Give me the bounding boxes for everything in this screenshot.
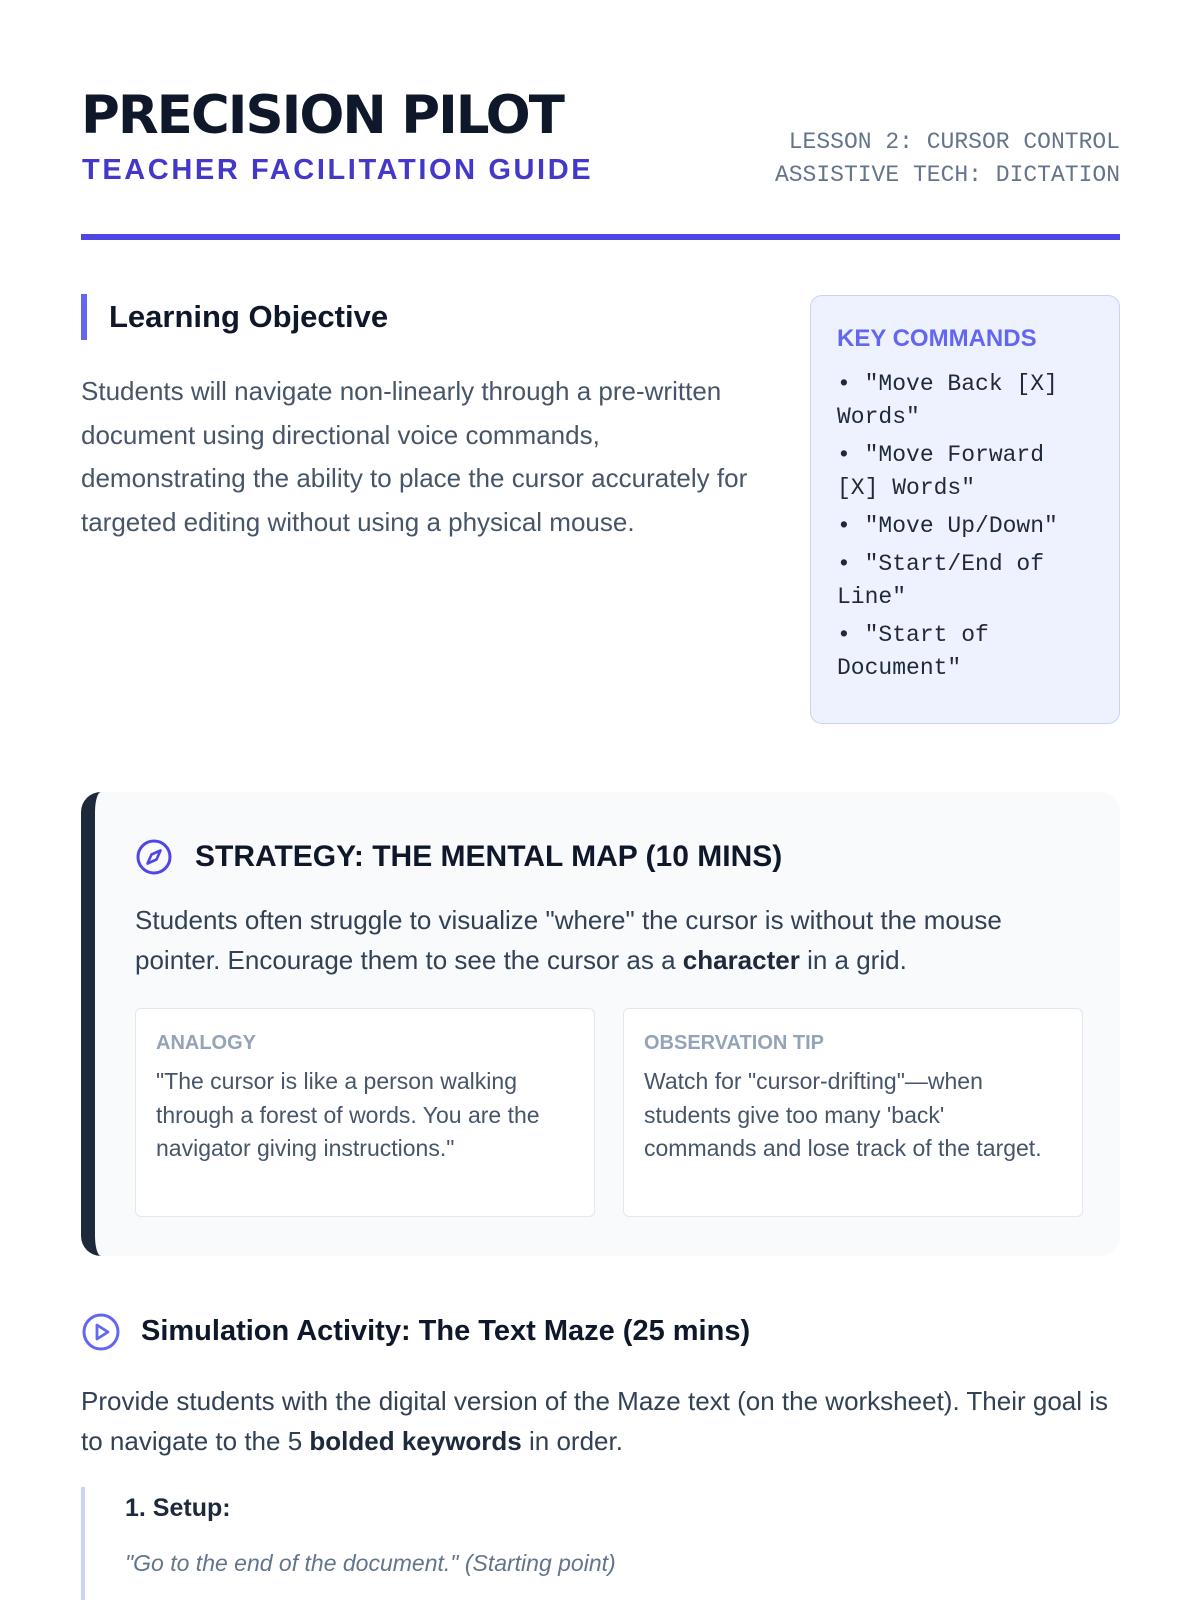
analogy-text: "The cursor is like a person walking through a forest of words. You are the navigator giving instructions." (156, 1068, 540, 1161)
learning-objective-section (81, 294, 751, 544)
analogy-card (135, 1008, 595, 1217)
simulation-title: Simulation Activity: The Text Maze (25 mins) (141, 1315, 751, 1347)
key-command-item: • "Start of Document" (837, 622, 989, 681)
assistive-tech-label: ASSISTIVE TECH: DICTATION (774, 162, 1120, 188)
strategy-text-end: in a grid. (799, 945, 907, 975)
strategy-card (81, 792, 1120, 1256)
key-commands-list (837, 368, 1093, 685)
guide-page (81, 0, 1120, 1600)
learning-objective-text: Students will navigate non-linearly through a pre-written document using directional voice commands, demonstrating the ability to place the cursor accurately for targeted editing without using a physical mouse. (81, 376, 748, 537)
step-quote: "Go to the end of the document." (Starting point) (125, 1550, 616, 1576)
simulation-text-emphasis: bolded keywords (309, 1426, 522, 1456)
key-command-item: • "Move Forward [X] Words" (837, 442, 1045, 501)
strategy-text-emphasis: character (682, 945, 800, 975)
key-command-item: • "Move Up/Down" (837, 513, 1058, 539)
strategy-description (135, 900, 1075, 980)
lesson-meta (775, 126, 1120, 192)
key-commands-title: KEY COMMANDS (837, 325, 1037, 352)
analogy-label: ANALOGY (156, 1032, 256, 1054)
simulation-text-end: in order. (521, 1426, 623, 1456)
compass-icon (135, 838, 173, 876)
key-commands-box (810, 295, 1120, 724)
learning-objective-heading (81, 294, 751, 340)
page-header (81, 86, 1120, 242)
page-subtitle: TEACHER FACILITATION GUIDE (82, 154, 594, 186)
observation-tip-label: OBSERVATION TIP (644, 1032, 825, 1054)
key-command-item: • "Start/End of Line" (837, 551, 1045, 610)
observation-tip-text: Watch for "cursor-drifting"—when students give too many 'back' commands and lose track of the target. (644, 1068, 1042, 1161)
simulation-steps (81, 1487, 1120, 1600)
simulation-description (81, 1381, 1120, 1461)
learning-objective-title: Learning Objective (109, 299, 389, 334)
strategy-text-start: Students often struggle to visualize "where" the cursor is without the mouse pointer. Encourage them to see the cursor as a (135, 905, 1002, 975)
step-title: 1. Setup: (125, 1494, 231, 1522)
simulation-text-start: Provide students with the digital version of the Maze text (on the worksheet). Their goal is to navigate to the 5 (81, 1386, 1109, 1456)
strategy-title: STRATEGY: THE MENTAL MAP (10 MINS) (195, 840, 783, 873)
observation-tip-card (623, 1008, 1083, 1217)
heading-accent-bar (81, 294, 87, 340)
header-divider (81, 234, 1120, 240)
play-circle-icon (81, 1312, 121, 1352)
key-command-item: • "Move Back [X] Words" (837, 371, 1058, 430)
page-title: PRECISION PILOT (81, 85, 563, 146)
lesson-label: LESSON 2: CURSOR CONTROL (788, 129, 1120, 155)
